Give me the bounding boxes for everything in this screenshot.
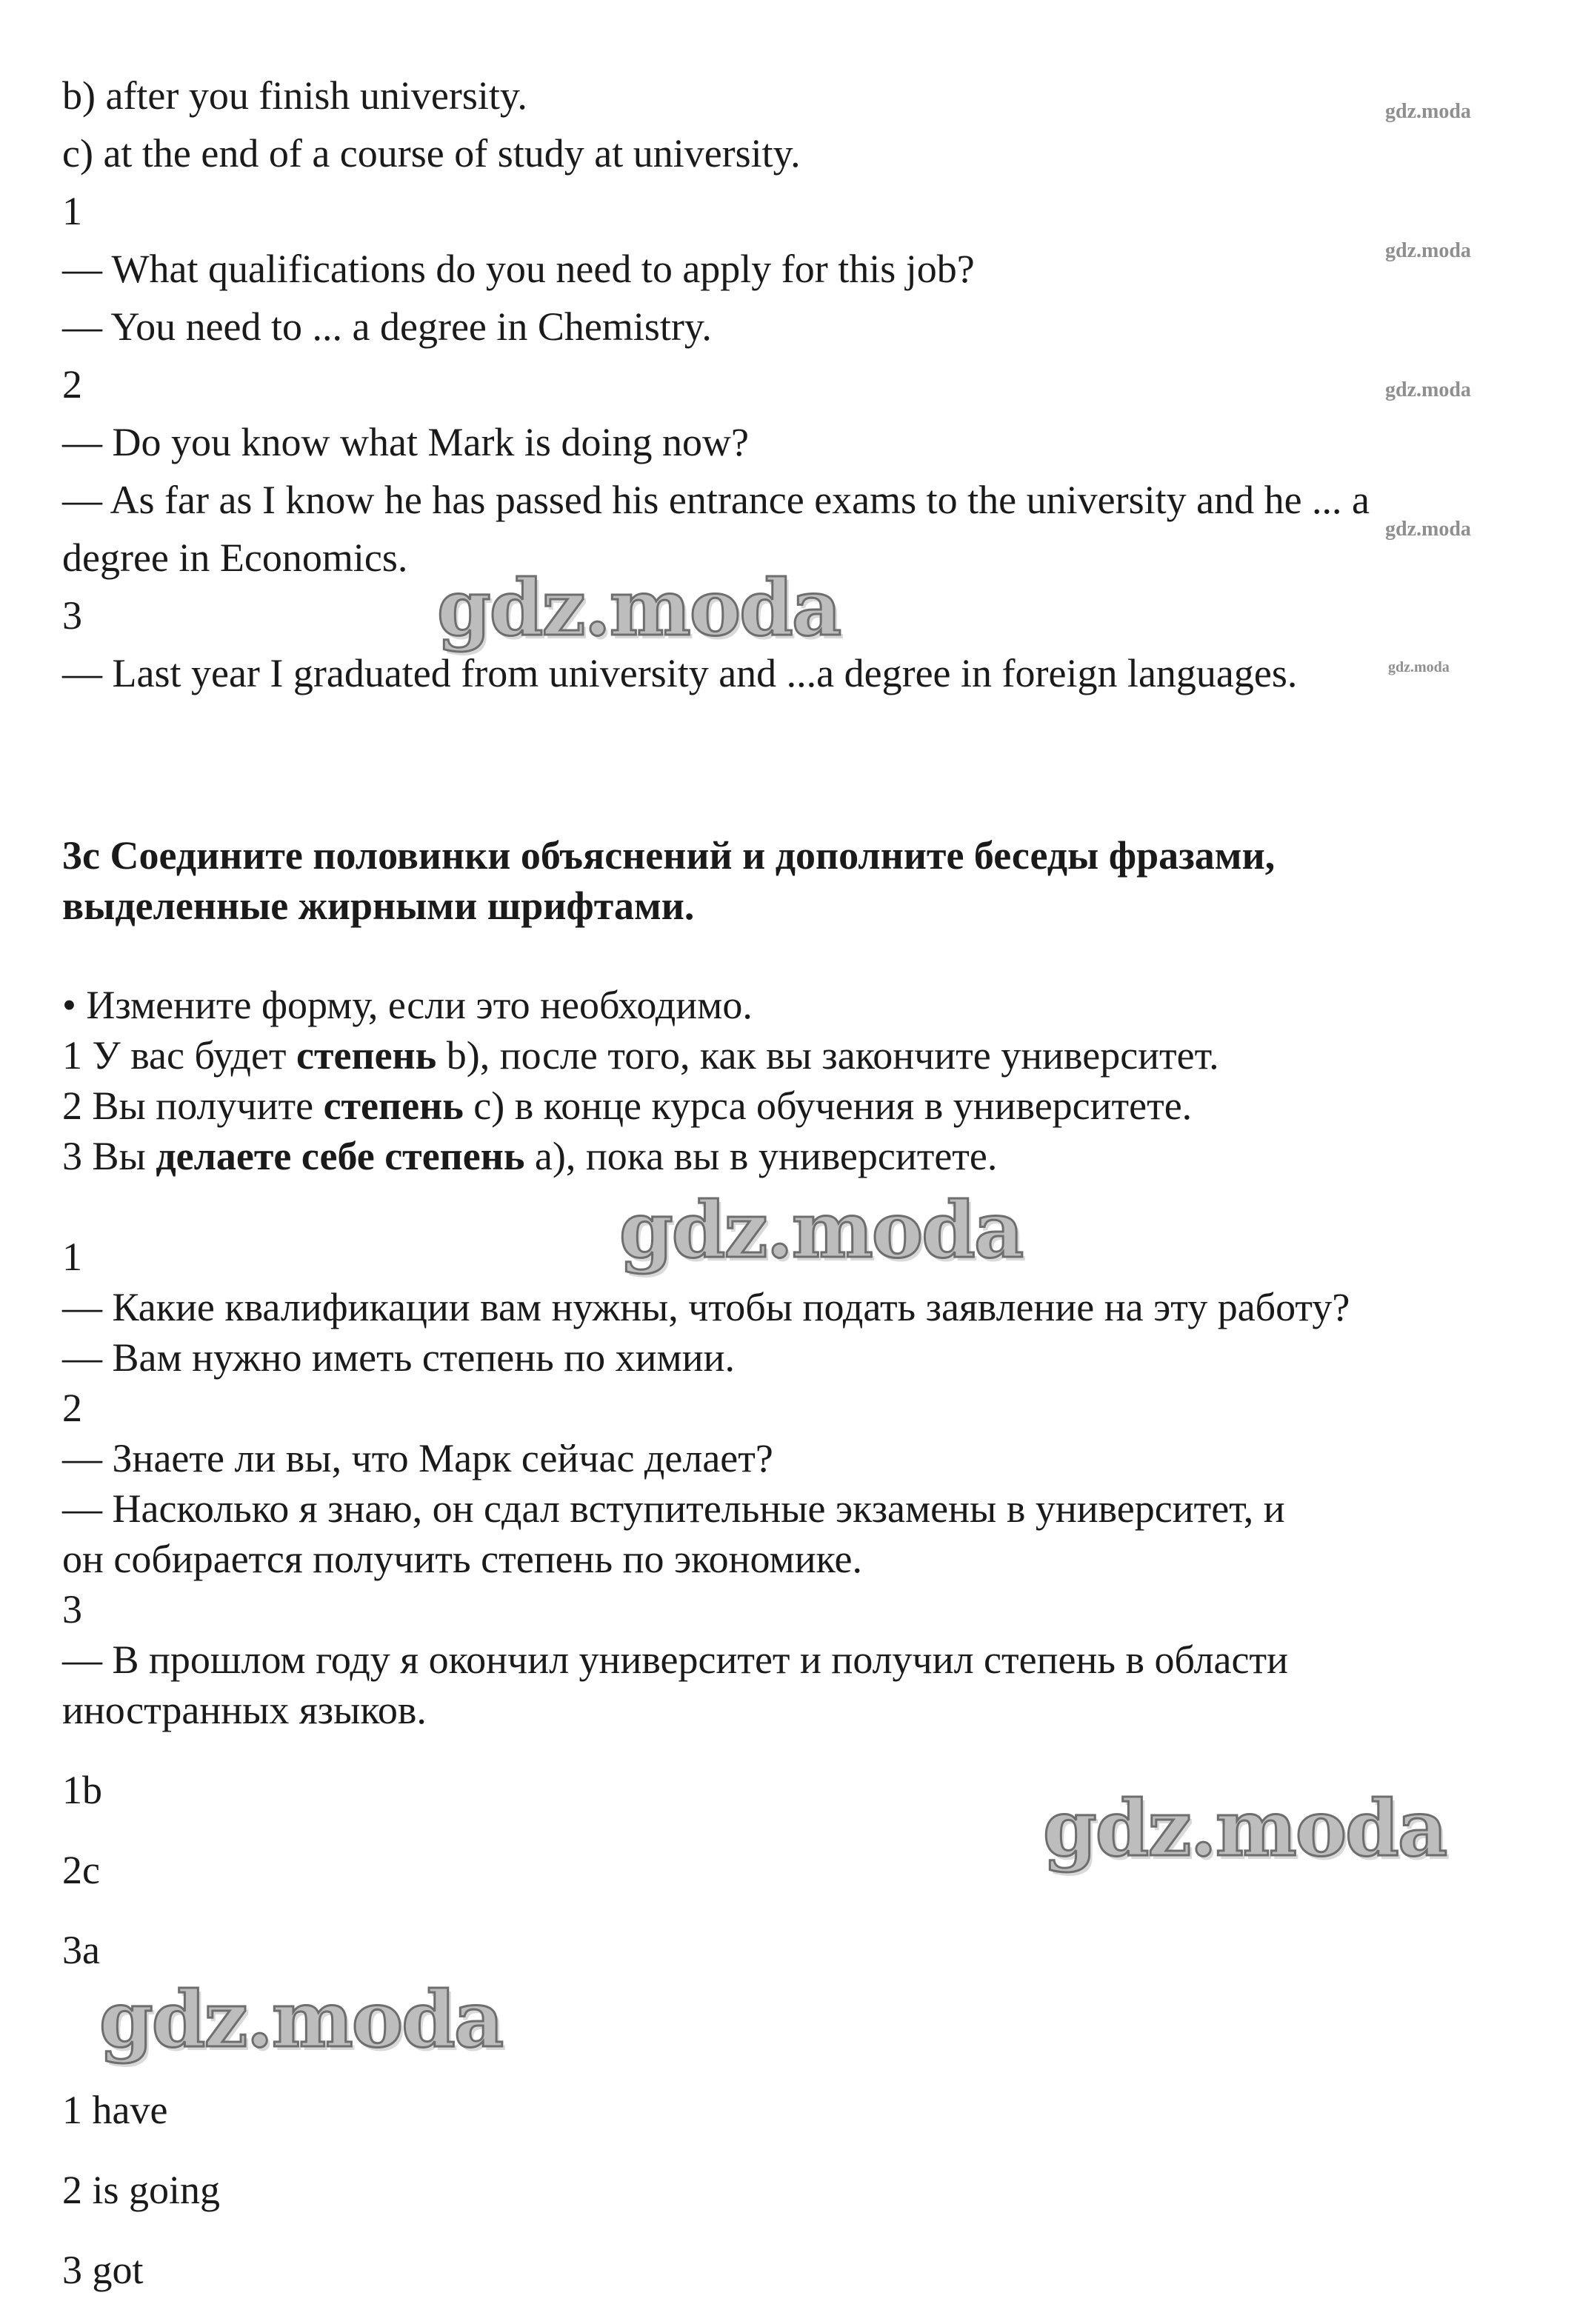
translation-dialogue-1-question: — Какие квалификации вам нужны, чтобы подать заявление на эту работу?: [62, 1285, 1350, 1329]
answer-fill-3: 3 got: [62, 2248, 144, 2292]
watermark-large: gdz.moda: [1043, 1783, 1447, 1874]
dialogue-2-answer-line1: — As far as I know he has passed his entrance exams to the university and he ... a: [62, 478, 1370, 522]
bold-term-2: степень: [323, 1083, 464, 1128]
dialogue-3-answer: — Last year I graduated from university and ...a degree in foreign languages.: [62, 651, 1298, 695]
dialogue-2-question: — Do you know what Mark is doing now?: [62, 420, 749, 464]
task-heading-line2: выделенные жирными шрифтами.: [62, 884, 695, 928]
bold-term-1: степень: [296, 1033, 437, 1078]
option-b: b) after you finish university.: [62, 73, 527, 118]
translation-dialogue-2-answer-line2: он собирается получить степень по экономике.: [62, 1537, 862, 1581]
bold-term-3: делаете себе степень: [156, 1134, 525, 1178]
dialogue-3-number: 3: [62, 593, 82, 638]
translation-dialogue-3-answer-line1: — В прошлом году я окончил университет и получил степень в области: [62, 1637, 1288, 1682]
translation-dialogue-3-number: 3: [62, 1587, 82, 1632]
explanation-2: 2 Вы получите степень c) в конце курса обучения в университете.: [62, 1083, 1193, 1128]
translation-dialogue-3-answer-line2: иностранных языков.: [62, 1688, 427, 1732]
explanation-1: 1 У вас будет степень b), после того, как вы закончите университет.: [62, 1033, 1219, 1078]
watermark-small: gdz.moda: [1385, 239, 1471, 262]
dialogue-1-question: — What qualifications do you need to apply for this job?: [62, 247, 975, 291]
instruction-bullet: • Измените форму, если это необходимо.: [62, 983, 753, 1027]
translation-dialogue-2-number: 2: [62, 1386, 82, 1430]
watermark-small: gdz.moda: [1385, 518, 1471, 541]
dialogue-2-answer-line2: degree in Economics.: [62, 535, 408, 580]
explanation-3: 3 Вы делаете себе степень a), пока вы в университете.: [62, 1134, 998, 1178]
translation-dialogue-2-answer-line1: — Насколько я знаю, он сдал вступительные экзамены в университет, и: [62, 1486, 1285, 1531]
translation-dialogue-2-question: — Знаете ли вы, что Марк сейчас делает?: [62, 1436, 773, 1480]
answer-match-1: 1b: [62, 1768, 102, 1812]
watermark-large: gdz.moda: [619, 1184, 1023, 1275]
watermark-small: gdz.moda: [1388, 659, 1450, 675]
answer-match-3: 3a: [62, 1928, 100, 1972]
answer-match-2: 2c: [62, 1848, 100, 1892]
task-heading-line1: 3c Соедините половинки объяснений и дополните беседы фразами,: [62, 833, 1276, 878]
watermark-small: gdz.moda: [1385, 378, 1471, 401]
answer-fill-1: 1 have: [62, 2088, 168, 2132]
dialogue-1-answer: — You need to ... a degree in Chemistry.: [62, 304, 712, 349]
translation-dialogue-1-number: 1: [62, 1235, 82, 1279]
watermark-large: gdz.moda: [437, 562, 841, 653]
answer-fill-2: 2 is going: [62, 2168, 221, 2212]
watermark-large: gdz.moda: [99, 1974, 503, 2065]
dialogue-1-number: 1: [62, 189, 82, 233]
watermark-small: gdz.moda: [1385, 100, 1471, 123]
dialogue-2-number: 2: [62, 362, 82, 407]
translation-dialogue-1-answer: — Вам нужно иметь степень по химии.: [62, 1335, 736, 1380]
option-c: c) at the end of a course of study at university.: [62, 131, 801, 176]
